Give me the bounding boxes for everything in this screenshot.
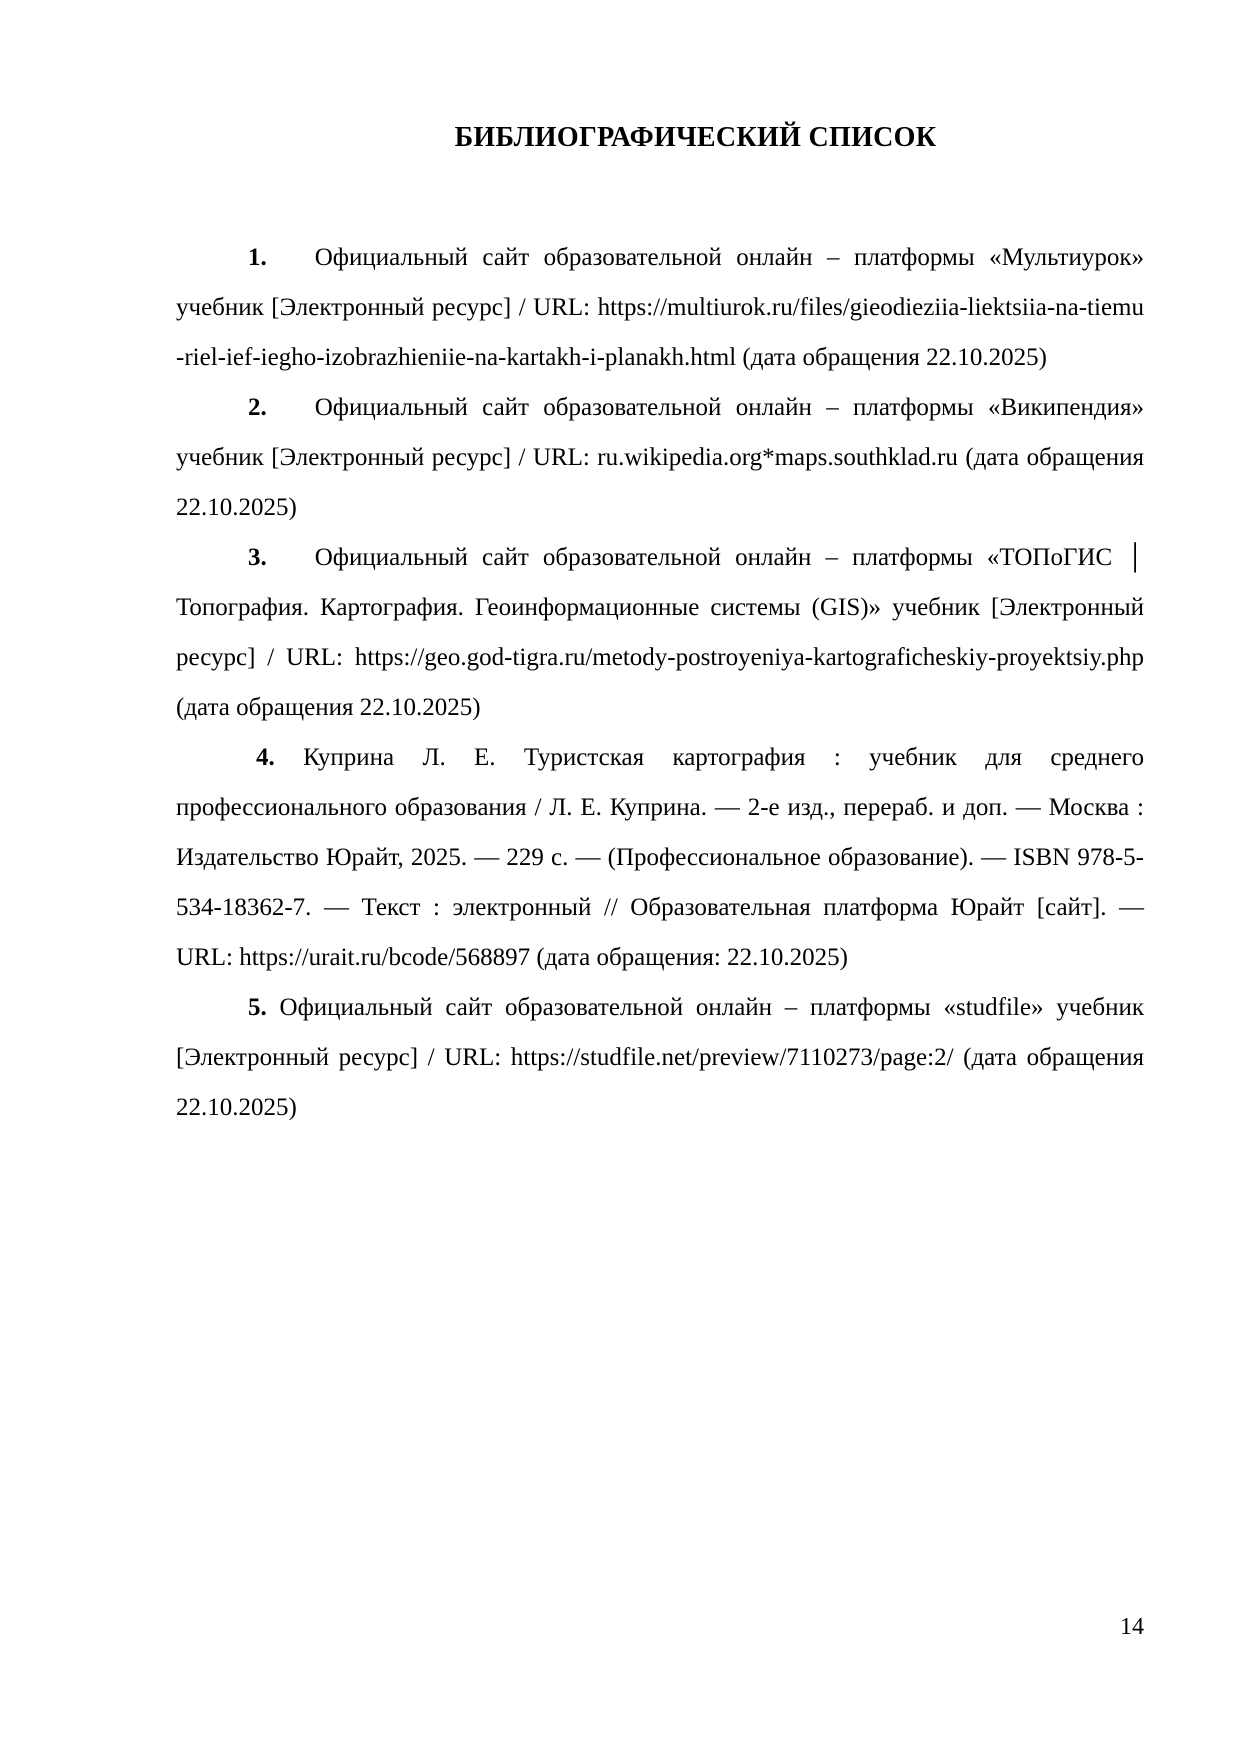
entry-url[interactable]: https://studfile.net/preview/7110273/page:2/	[510, 1044, 954, 1071]
entry-text: Официальный сайт образовательной онлайн – платформы «Мультиурок» учебник [Электронный ресурс] / URL:	[176, 244, 1144, 321]
bibliography-list	[176, 233, 1144, 1133]
entry-access-date: (дата обращения 22.10.2025)	[176, 1044, 1144, 1121]
entry-text: Официальный сайт образовательной онлайн – платформы «Википендия» учебник [Электронный ресурс] / URL:	[176, 394, 1144, 471]
bibliography-entry-2	[176, 383, 1144, 533]
entry-url[interactable]: https://multiurok.ru/files/gieodieziia-liektsiia-na-tiemu-riel-ief-iegho-izobrazhieniie-na-kartakh-i-planakh.html	[176, 294, 1144, 371]
entry-text: Куприна Л. Е. Туристская картография : учебник для среднего профессионального образования / Л. Е. Куприна. — 2-е изд., перераб. и доп. — Москва : Издательство Юрайт, 2025. — 229 с. — (Профессиональное образование). — ISBN 978-5-534-18362-7. — Текст : электронный // Образовательная платформа Юрайт [сайт]. — URL:	[176, 744, 1145, 971]
bibliography-entry-4	[176, 733, 1144, 983]
entry-number: 1.	[248, 244, 267, 271]
entry-access-date: (дата обращения 22.10.2025)	[176, 444, 1144, 521]
entry-access-date: (дата обращения 22.10.2025)	[736, 344, 1047, 371]
bibliography-entry-1	[176, 233, 1144, 383]
entry-url[interactable]: https://geo.god-tigra.ru/metody-postroyeniya-kartograficheskiy-proyektsiy.php	[354, 644, 1144, 671]
page-title: БИБЛИОГРАФИЧЕСКИЙ СПИСОК	[454, 122, 937, 153]
entry-number: 2.	[248, 394, 267, 421]
entry-access-date: (дата обращения 22.10.2025)	[176, 694, 481, 721]
bibliography-entry-3	[176, 533, 1144, 733]
entry-text: Официальный сайт образовательной онлайн – платформы «studfile» учебник [Электронный ресурс] / URL:	[176, 994, 1144, 1071]
entry-number: 3.	[248, 544, 267, 571]
page-number: 14	[1120, 1614, 1144, 1640]
entry-number: 5.	[248, 994, 267, 1021]
entry-url[interactable]: https://urait.ru/bcode/568897	[239, 944, 531, 971]
entry-number: 4.	[256, 744, 275, 771]
entry-access-date: (дата обращения: 22.10.2025)	[530, 944, 848, 971]
bibliography-entry-5	[176, 983, 1144, 1133]
entry-text: Официальный сайт образовательной онлайн – платформы «ТОПоГИС │ Топография. Картография. Геоинформационные системы (GIS)» учебник [Электронный ресурс] / URL:	[176, 544, 1144, 671]
entry-url[interactable]: ru.wikipedia.org*maps.southklad.ru	[597, 444, 958, 471]
